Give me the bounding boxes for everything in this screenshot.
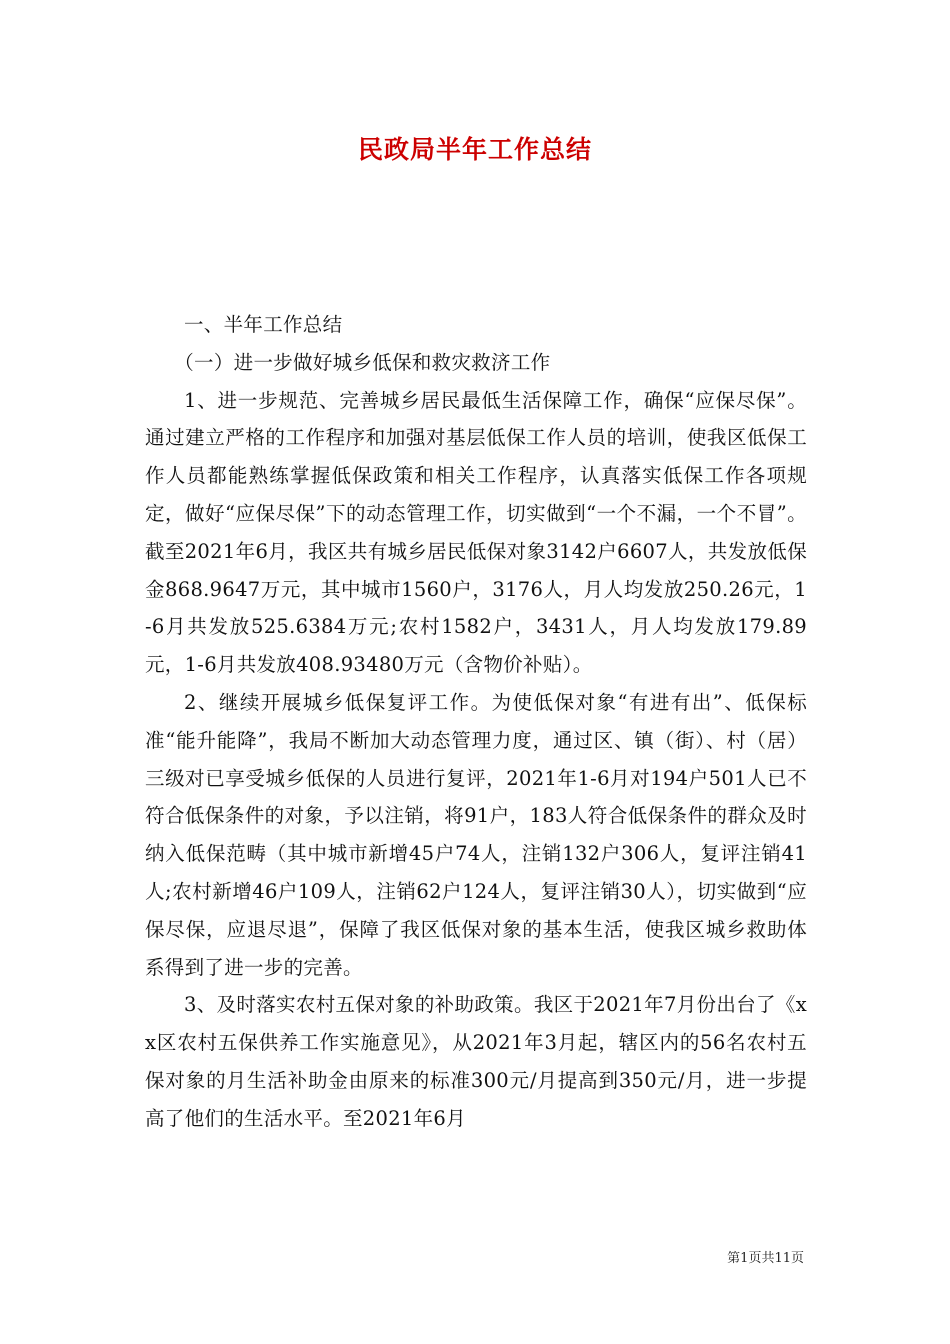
paragraph-2: 2、继续开展城乡低保复评工作。为使低保对象“有进有出”、低保标准“能升能降”，我局不断加大动态管理力度，通过区、镇（街）、村（居）三级对已享受城乡低保的人员进行复评，2021年1-6月对194户501人已不符合低保条件的对象，予以注销，将91户，183人符合低保条件的群众及时纳入低保范畴（其中城市新增45户74人，注销132户306人，复评注销41人;农村新增46户109人，注销62户124人，复评注销30人），切实做到“应保尽保，应退尽退”，保障了我区低保对象的基本生活，使我区城乡救助体系得到了进一步的完善。 [145,690,807,979]
document-title: 民政局半年工作总结 [357,135,592,164]
section-heading: 一、半年工作总结 [184,313,343,336]
subsection-heading: （一）进一步做好城乡低保和救灾救济工作 [174,350,551,374]
paragraph-1: 1、进一步规范、完善城乡居民最低生活保障工作，确保“应保尽保”。通过建立严格的工作程序和加强对基层低保工作人员的培训，使我区低保工作人员都能熟练掌握低保政策和相关工作程序，认真落实低保工作各项规定，做好“应保尽保”下的动态管理工作，切实做到“一个不漏，一个不冒”。截至2021年6月，我区共有城乡居民低保对象3142户6607人，共发放低保金868.9647万元，其中城市1560户，3176人，月人均发放250.26元，1-6月共发放525.6384万元;农村1582户，3431人，月人均发放179.89元，1-6月共发放408.93480万元（含物价补贴）。 [145,388,807,677]
paragraph-3: 3、及时落实农村五保对象的补助政策。我区于2021年7月份出台了《xx区农村五保供养工作实施意见》，从2021年3月起，辖区内的56名农村五保对象的月生活补助金由原来的标准300元/月提高到350元/月，进一步提高了他们的生活水平。至2021年6月 [145,993,807,1130]
document-body [145,306,807,1138]
page-number: 第1页共11页 [727,1251,804,1266]
